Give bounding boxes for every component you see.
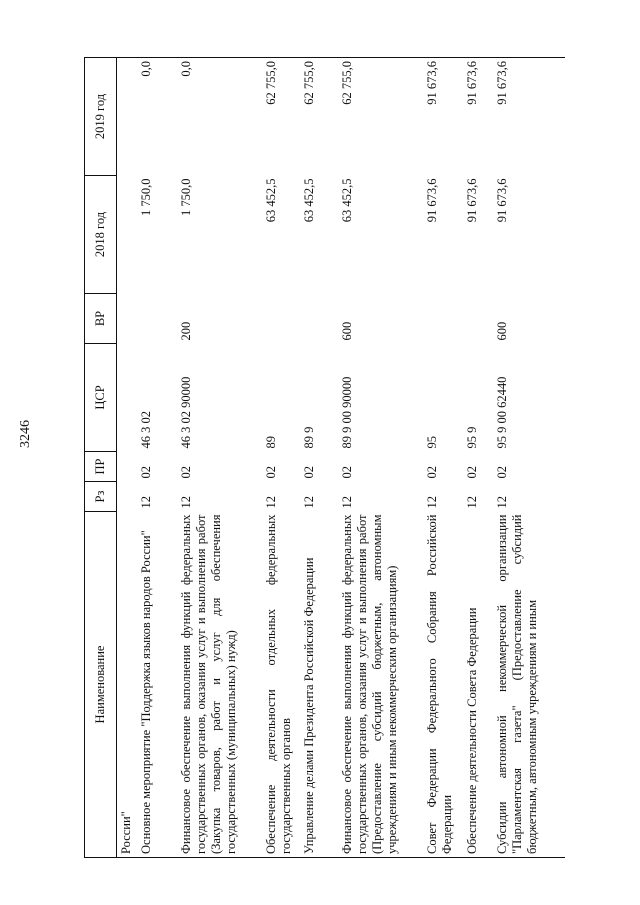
- cell-csr: 95: [424, 436, 439, 449]
- cell-pr: 02: [494, 466, 509, 479]
- table-row: [117, 58, 137, 858]
- cell-pr: 02: [301, 466, 316, 479]
- cell-y2018: 91 673,6: [424, 178, 439, 223]
- table-row: [262, 58, 300, 858]
- cell-name: Финансовое обеспечение выполнения функций федеральных государственных органов, оказания услуг и выполнения работ (Предоставление субсидий бюджетным, автономным учреждениям и иным некоммерческим организациям): [338, 512, 423, 858]
- cell-y2019: 62 755,0: [262, 58, 300, 176]
- cell-vr: 600: [339, 321, 354, 341]
- cell-pr: 02: [424, 466, 439, 479]
- cell-name: Финансовое обеспечение выполнения функций федеральных государственных органов, оказания услуг и выполнения работ (Закупка товаров, работ и услуг для обеспечения государственных (муниципальных) нужд): [177, 512, 262, 858]
- cell-y2019: 62 755,0: [300, 58, 338, 176]
- cell-y2018: 63 452,5: [301, 178, 316, 223]
- cell-csr: 89: [263, 436, 278, 449]
- page-number: 3246: [18, 420, 33, 448]
- cell-name: Субсидии автономной некоммерческой организации "Парламентская газета" (Предоставление субсидий бюджетным, автономным учреждениям и иным: [493, 512, 565, 858]
- table-row: [493, 58, 565, 858]
- cell-csr: 95 9 00 62440: [494, 376, 509, 449]
- cell-y2019: 91 673,6: [493, 58, 565, 176]
- cell-csr: 89 9 00 90000: [339, 376, 354, 449]
- cell-vr: [262, 294, 300, 344]
- cell-y2019: [117, 58, 137, 176]
- budget-table: [84, 57, 565, 858]
- cell-rz: 12: [138, 496, 153, 509]
- cell-vr: [423, 294, 463, 344]
- cell-pr: 02: [464, 466, 479, 479]
- cell-pr: 02: [263, 466, 278, 479]
- cell-y2019: 0,0: [137, 58, 177, 176]
- cell-rz: 12: [339, 496, 354, 509]
- header-pr: ПР: [85, 452, 117, 482]
- cell-y2019: 0,0: [177, 58, 262, 176]
- cell-y2019: 62 755,0: [338, 58, 423, 176]
- table-row: [423, 58, 463, 858]
- cell-y2018: [117, 176, 137, 294]
- cell-vr: [117, 294, 137, 344]
- cell-y2019: 91 673,6: [423, 58, 463, 176]
- header-2019: 2019 год: [85, 58, 117, 176]
- cell-rz: [117, 482, 137, 512]
- cell-pr: 02: [178, 466, 193, 479]
- table-row: [300, 58, 338, 858]
- cell-y2018: 63 452,5: [263, 178, 278, 223]
- cell-name: Совет Федерации Федерального Собрания Российской Федерации: [423, 512, 463, 858]
- cell-name: Обеспечение деятельности отдельных федеральных государственных органов: [262, 512, 300, 858]
- cell-vr: [463, 294, 493, 344]
- cell-vr: 200: [178, 321, 193, 341]
- cell-rz: 12: [464, 496, 479, 509]
- header-name: Наименование: [85, 512, 117, 858]
- cell-csr: 89 9: [301, 426, 316, 449]
- cell-y2019: 91 673,6: [463, 58, 493, 176]
- cell-rz: 12: [301, 496, 316, 509]
- header-2018: 2018 год: [85, 176, 117, 294]
- table-header-row: [85, 58, 117, 858]
- cell-y2018: 1 750,0: [138, 178, 153, 216]
- cell-name: Обеспечение деятельности Совета Федерации: [463, 512, 493, 858]
- cell-csr: 46 3 02: [138, 411, 153, 449]
- cell-y2018: 1 750,0: [178, 178, 193, 216]
- cell-rz: 12: [424, 496, 439, 509]
- table-row: [463, 58, 493, 858]
- cell-y2018: 91 673,6: [464, 178, 479, 223]
- cell-vr: [137, 294, 177, 344]
- cell-name: Управление делами Президента Российской Федерации: [300, 512, 338, 858]
- cell-csr: 95 9: [464, 426, 479, 449]
- cell-pr: 02: [138, 466, 153, 479]
- cell-rz: 12: [494, 496, 509, 509]
- header-rz: Рз: [85, 482, 117, 512]
- cell-y2018: 91 673,6: [494, 178, 509, 223]
- table-row: [177, 58, 262, 858]
- cell-name: России": [117, 512, 137, 858]
- cell-pr: 02: [339, 466, 354, 479]
- table-row: [137, 58, 177, 858]
- header-csr: ЦСР: [85, 344, 117, 452]
- cell-rz: 12: [263, 496, 278, 509]
- header-vr: ВР: [85, 294, 117, 344]
- cell-pr: [117, 452, 137, 482]
- table-row: [338, 58, 423, 858]
- cell-rz: 12: [178, 496, 193, 509]
- cell-vr: 600: [494, 321, 509, 341]
- cell-y2018: 63 452,5: [339, 178, 354, 223]
- cell-csr: 46 3 02 90000: [178, 376, 193, 449]
- cell-name: Основное мероприятие "Поддержка языков народов России": [137, 512, 177, 858]
- cell-vr: [300, 294, 338, 344]
- cell-csr: [117, 344, 137, 452]
- budget-table-page: [84, 58, 580, 858]
